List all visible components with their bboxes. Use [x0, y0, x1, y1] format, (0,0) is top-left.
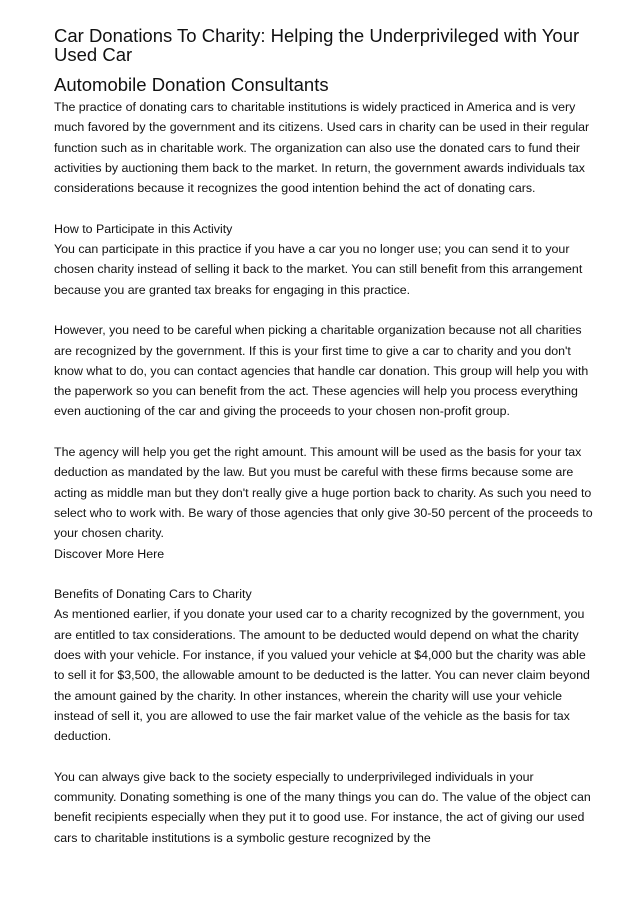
document-body	[54, 97, 598, 848]
document-title: Car Donations To Charity: Helping the Underprivileged with Your Used Car	[54, 25, 580, 65]
paragraph-society: You can always give back to the society especially to underprivileged individuals in your community. Donating something is one of the many things you can do. The value of the object can benefit recipients especially when they put it to good use. For instance, the act of giving our used cars to charitable institutions is a symbolic gesture recognized by the	[54, 769, 591, 845]
document-subtitle: Automobile Donation Consultants	[54, 74, 329, 95]
paragraph-careful: However, you need to be careful when picking a charitable organization because not all charities are recognized by the government. If this is your first time to give a car to charity and you don't know what to do, you can contact agencies that handle car donation. This group will help you with the paperwork so you can benefit from the act. These agencies will help you process everything even auctioning of the car and giving the proceeds to your chosen non-profit group.	[54, 323, 589, 419]
section-heading-benefits: Benefits of Donating Cars to Charity	[54, 587, 252, 602]
discover-more-link[interactable]: Discover More Here	[54, 546, 165, 561]
paragraph-agency: The agency will help you get the right amount. This amount will be used as the basis for your tax deduction as mandated by the law. But you must be careful with these firms because some are acting as middle man but they don't really give a huge portion back to charity. As such you need to select who to work with. Be wary of those agencies that only give 30-50 percent of the proceeds to your chosen charity.	[54, 445, 593, 541]
paragraph-participate: You can participate in this practice if you have a car you no longer use; you can send it to your chosen charity instead of selling it back to the market. You can still benefit from this arrangement because you are granted tax breaks for engaging in this practice.	[54, 242, 583, 297]
paragraph-intro: The practice of donating cars to charitable institutions is widely practiced in America and is very much favored by the government and its citizens. Used cars in charity can be used in their regular function such as in charitable work. The organization can also use the donated cars to fund their activities by auctioning them back to the market. In return, the government awards individuals tax considerations because it recognizes the good intention behind the act of donating cars.	[54, 100, 590, 196]
spacer	[54, 564, 598, 584]
paragraph-benefits: As mentioned earlier, if you donate your used car to a charity recognized by the government, you are entitled to tax considerations. The amount to be deducted would depend on what the charity does with your vehicle. For instance, if you valued your vehicle at $4,000 but the charity was able to sell it for $3,500, the allowable amount to be deducted is the latter. You can never claim beyond the amount gained by the charity. In other instances, wherein the charity will use your vehicle instead of sell it, you are allowed to use the fair market value of the vehicle as the basis for tax deduction.	[54, 607, 590, 744]
section-heading-participate: How to Participate in this Activity	[54, 221, 233, 236]
